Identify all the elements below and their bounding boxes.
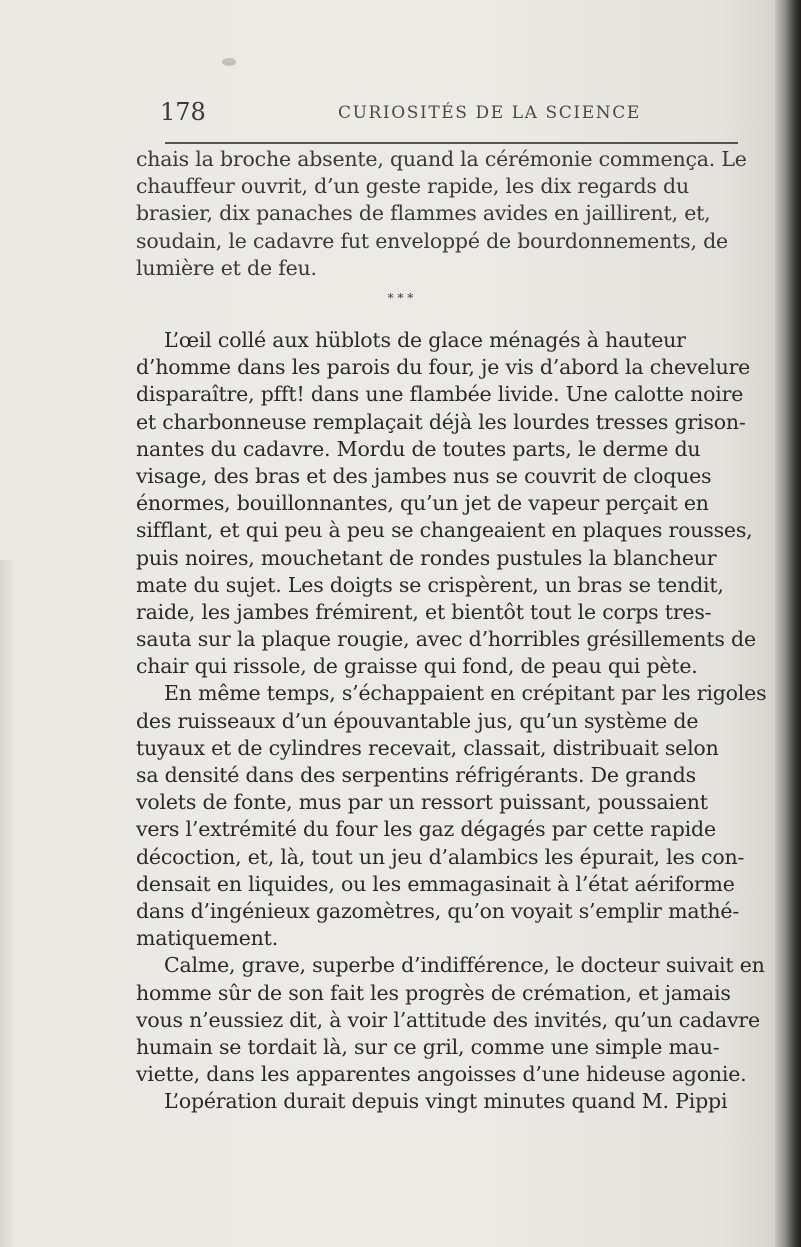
main-text xyxy=(136,327,767,1115)
text-line: L’œil collé aux hüblots de glace ménagés à hauteur xyxy=(164,328,686,352)
text-line: puis noires, mouchetant de rondes pustules la blancheur xyxy=(136,545,717,570)
text-line: visage, des bras et des jambes nus se couvrit de cloques xyxy=(136,463,712,488)
text-line: L’opération durait depuis vingt minutes quand M. Pippi xyxy=(164,1089,728,1114)
text-line: soudain, le cadavre fut enveloppé de bourdonnements, de xyxy=(136,228,728,253)
page-edge-shadow-left xyxy=(0,560,14,1247)
page-number: 178 xyxy=(160,98,206,126)
text-line: brasier, dix panaches de flammes avides en jaillirent, et, xyxy=(136,201,711,226)
page-gutter-shadow xyxy=(775,0,801,1247)
section-separator: * * * xyxy=(387,291,414,305)
text-line: nantes du cadavre. Mordu de toutes parts, le derme du xyxy=(136,436,701,461)
text-line: vous n’eussiez dit, à voir l’attitude des invités, qu’un cadavre xyxy=(136,1007,760,1032)
ink-smudge xyxy=(222,58,236,66)
running-head: CURIOSITÉS DE LA SCIENCE xyxy=(338,103,641,123)
text-line: matiquement. xyxy=(136,926,279,951)
text-line: humain se tordait là, sur ce gril, comme une simple mau- xyxy=(136,1034,720,1059)
text-line: décoction, et, là, tout un jeu d’alambics les épurait, les con- xyxy=(136,844,745,869)
text-line: volets de fonte, mus par un ressort puissant, poussaient xyxy=(136,790,708,815)
text-line: sauta sur la plaque rougie, avec d’horribles grésillements de xyxy=(136,627,756,652)
text-line: raide, les jambes frémirent, et bientôt tout le corps tres- xyxy=(136,599,712,624)
text-line: tuyaux et de cylindres recevait, classait, distribuait selon xyxy=(136,735,719,760)
text-line: viette, dans les apparentes angoisses d’une hideuse agonie. xyxy=(136,1062,747,1087)
text-line: densait en liquides, ou les emmagasinait à l’état aériforme xyxy=(136,871,735,896)
text-line: sa densité dans des serpentins réfrigérants. De grands xyxy=(136,763,696,787)
text-line: des ruisseaux d’un épouvantable jus, qu’un système de xyxy=(136,708,699,733)
text-line: dans d’ingénieux gazomètres, qu’on voyait s’emplir mathé- xyxy=(136,898,740,923)
page-header xyxy=(160,98,740,138)
text-line: homme sûr de son fait les progrès de crémation, et jamais xyxy=(136,980,731,1005)
text-line: énormes, bouillonnantes, qu’un jet de vapeur perçait en xyxy=(136,491,709,516)
text-line: En même temps, s’échappaient en crépitant par les rigoles xyxy=(164,681,767,706)
text-line: chais la broche absente, quand la cérémonie commença. Le xyxy=(136,147,747,171)
text-line: lumière et de feu. xyxy=(136,255,317,280)
text-line: mate du sujet. Les doigts se crispèrent, un bras se tendit, xyxy=(136,572,724,597)
text-line: chair qui rissole, de graisse qui fond, de peau qui pète. xyxy=(136,654,698,679)
paragraph-1 xyxy=(136,146,764,282)
header-rule xyxy=(165,142,738,144)
text-line: chauffeur ouvrit, d’un geste rapide, les dix regards du xyxy=(136,174,689,199)
text-line: et charbonneuse remplaçait déjà les lourdes tresses grison- xyxy=(136,409,746,434)
text-line: Calme, grave, superbe d’indifférence, le docteur suivait en xyxy=(164,953,765,978)
text-line: disparaître, pfft! dans une flambée livide. Une calotte noire xyxy=(136,382,744,407)
text-line: vers l’extrémité du four les gaz dégagés par cette rapide xyxy=(136,817,716,842)
text-line: sifflant, et qui peu à peu se changeaient en plaques rousses, xyxy=(136,518,753,543)
text-line: d’homme dans les parois du four, je vis d’abord la chevelure xyxy=(136,355,751,380)
